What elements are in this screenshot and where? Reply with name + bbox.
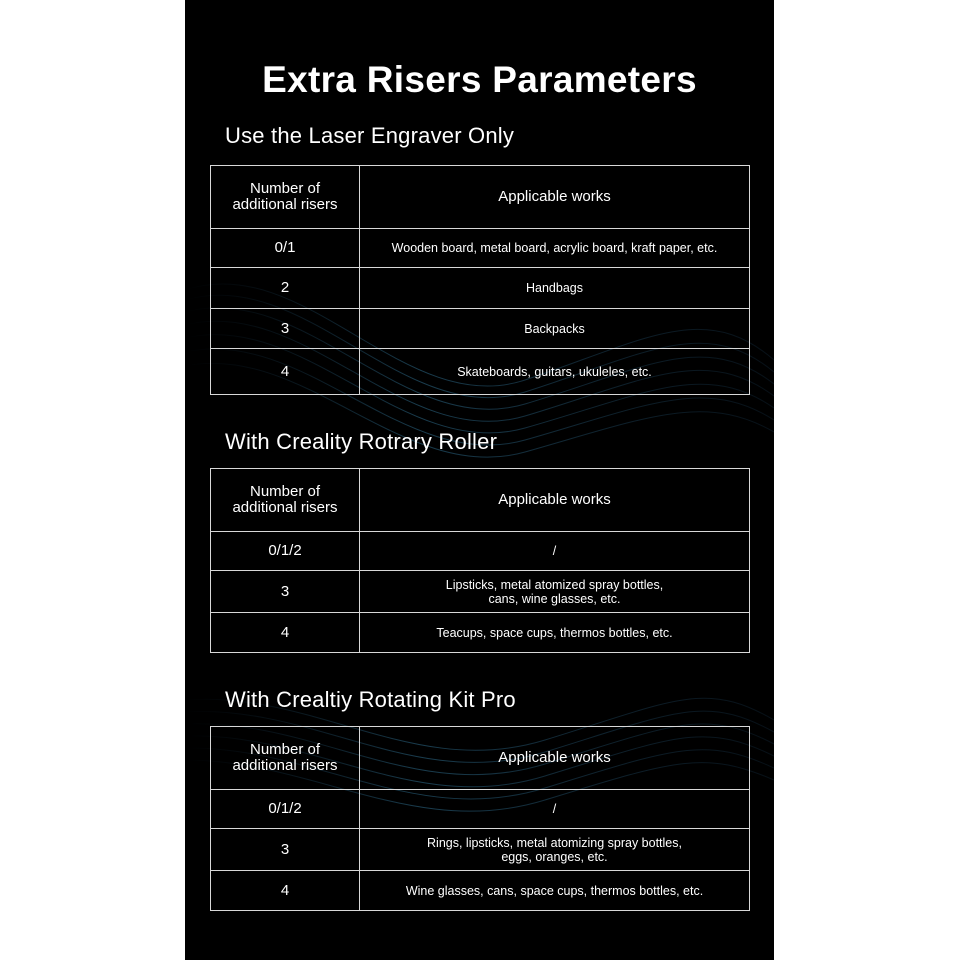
header-risers-line2: additional risers bbox=[232, 757, 338, 774]
works-cell: / bbox=[360, 790, 750, 829]
risers-cell: 4 bbox=[211, 871, 360, 911]
header-risers-line1: Number of bbox=[249, 180, 321, 197]
table-rotary-roller bbox=[210, 468, 750, 653]
table-row bbox=[211, 571, 750, 613]
works-line: Lipsticks, metal atomized spray bottles, bbox=[445, 577, 664, 592]
works-line: cans, wine glasses, etc. bbox=[488, 591, 621, 606]
risers-cell: 4 bbox=[211, 613, 360, 653]
risers-cell: 2 bbox=[211, 268, 360, 309]
section-title-rotating-kit-pro: With Crealtiy Rotating Kit Pro bbox=[225, 687, 516, 712]
table-row bbox=[211, 613, 750, 653]
section-title-laser-engraver-only: Use the Laser Engraver Only bbox=[225, 123, 515, 148]
risers-cell: 3 bbox=[211, 309, 360, 349]
table-header-row bbox=[211, 469, 750, 532]
header-risers-line2: additional risers bbox=[232, 499, 338, 516]
risers-cell: 4 bbox=[211, 349, 360, 395]
table-rotating-kit-pro bbox=[210, 726, 750, 911]
header-risers-line1: Number of bbox=[249, 741, 321, 758]
works-line: eggs, oranges, etc. bbox=[501, 849, 608, 864]
works-line: Rings, lipsticks, metal atomizing spray bottles, bbox=[427, 835, 682, 850]
header-risers-line2: additional risers bbox=[232, 196, 338, 213]
table-header-row bbox=[211, 727, 750, 790]
works-cell bbox=[360, 829, 750, 871]
works-cell: Wine glasses, cans, space cups, thermos bottles, etc. bbox=[360, 871, 750, 911]
header-cell-risers bbox=[211, 469, 360, 532]
risers-cell: 0/1/2 bbox=[211, 790, 360, 829]
works-cell: Handbags bbox=[360, 268, 750, 309]
table-row bbox=[211, 871, 750, 911]
risers-cell: 0/1/2 bbox=[211, 532, 360, 571]
works-cell: Backpacks bbox=[360, 309, 750, 349]
table-row bbox=[211, 790, 750, 829]
section-title-rotary-roller: With Creality Rotrary Roller bbox=[225, 429, 498, 454]
table-laser-engraver-only bbox=[210, 165, 750, 395]
works-cell: Teacups, space cups, thermos bottles, etc. bbox=[360, 613, 750, 653]
table-header-row bbox=[211, 166, 750, 229]
table-row bbox=[211, 532, 750, 571]
table-row bbox=[211, 349, 750, 395]
header-cell-risers bbox=[211, 727, 360, 790]
works-cell: / bbox=[360, 532, 750, 571]
header-risers-line1: Number of bbox=[249, 483, 321, 500]
parameters-panel bbox=[185, 0, 774, 960]
table-row bbox=[211, 829, 750, 871]
risers-cell: 3 bbox=[211, 829, 360, 871]
page-title: Extra Risers Parameters bbox=[262, 59, 697, 100]
table-row bbox=[211, 309, 750, 349]
works-cell bbox=[360, 571, 750, 613]
table-row bbox=[211, 229, 750, 268]
header-cell-works: Applicable works bbox=[360, 469, 750, 532]
works-cell: Wooden board, metal board, acrylic board, kraft paper, etc. bbox=[360, 229, 750, 268]
risers-cell: 3 bbox=[211, 571, 360, 613]
header-cell-works: Applicable works bbox=[360, 727, 750, 790]
risers-cell: 0/1 bbox=[211, 229, 360, 268]
works-cell: Skateboards, guitars, ukuleles, etc. bbox=[360, 349, 750, 395]
header-cell-risers bbox=[211, 166, 360, 229]
header-cell-works: Applicable works bbox=[360, 166, 750, 229]
table-row bbox=[211, 268, 750, 309]
